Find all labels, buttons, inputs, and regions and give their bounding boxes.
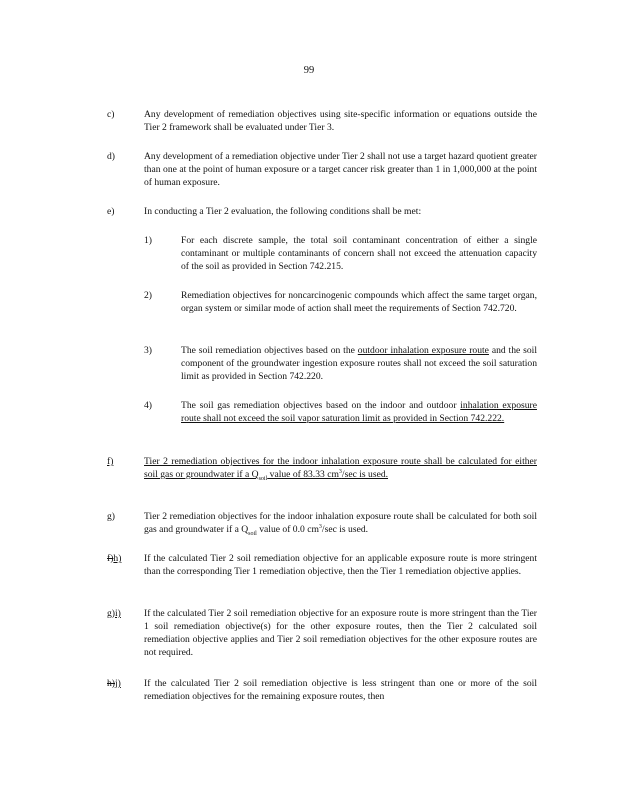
subparagraph-e3: [144, 344, 537, 383]
text-e4-inserted: inhalation exposure route shall not exceed the soil vapor saturation limit as provided in Section 742.222.: [181, 400, 537, 424]
paragraph-i: [107, 607, 537, 659]
paragraph-f: [107, 455, 537, 481]
text-f-part1: Tier 2 remediation objectives for the indoor inhalation exposure route shall be calculated for either soil gas or groundwater if a Q: [144, 456, 537, 480]
label-f: f): [107, 456, 114, 467]
paragraph-j: [107, 677, 537, 703]
label-c: c): [107, 109, 115, 120]
label-g: g): [107, 511, 115, 522]
label-h-deleted: f): [107, 553, 114, 564]
label-e1: 1): [144, 235, 152, 246]
text-f-sub: soil: [258, 475, 268, 482]
text-e1: For each discrete sample, the total soil contaminant concentration of either a single contaminant or multiple contaminants of concern shall not exceed the attenuation capacity of the soil as provided in Section 742.215.: [181, 235, 537, 272]
label-j-inserted: j): [115, 678, 121, 689]
text-f: [144, 455, 537, 481]
text-e3-inserted: outdoor inhalation exposure route: [357, 345, 489, 356]
subparagraph-e2: [144, 289, 537, 315]
text-f-part2: value of 83.33 cm: [267, 469, 339, 480]
text-e4-part1: The soil gas remediation objectives based on the indoor and outdoor: [181, 400, 461, 411]
paragraph-h: [107, 552, 537, 578]
text-g-part1: Tier 2 remediation objectives for the indoor inhalation exposure route shall be calculated for both soil gas and groundwater if a Q: [144, 511, 537, 535]
text-e3-part2: and the soil component of the groundwater ingestion exposure routes shall not exceed the soil saturation limit as provided in Section 742.220.: [181, 345, 538, 382]
label-d: d): [107, 151, 115, 162]
text-d: Any development of a remediation objective under Tier 2 shall not use a target hazard quotient greater than one at the point of human exposure or a target cancer risk greater than 1 in 1,000,000 at the point of human exposure.: [144, 151, 537, 188]
subparagraph-e1: [144, 234, 537, 273]
label-j: [107, 677, 121, 690]
text-c: Any development of remediation objectives using site-specific information or equations outside the Tier 2 framework shall be evaluated under Tier 3.: [144, 109, 537, 133]
label-h-inserted: h): [113, 553, 122, 564]
label-e2: 2): [144, 290, 152, 301]
label-i-old: g): [107, 608, 115, 619]
text-i: If the calculated Tier 2 soil remediation objective for an exposure route is more stringent than the Tier 1 soil remediation objective(s) for the other exposure routes, then the Tier 2 calculated soil remediation objective applies and Tier 2 soil remediation objectives for the other exposure routes are not required.: [144, 608, 537, 658]
label-h: [107, 552, 121, 565]
text-f-part3: /sec is used.: [341, 469, 389, 480]
text-e2: Remediation objectives for noncarcinogenic compounds which affect the same target organ, organ system or similar mode of action shall meet the requirements of Section 742.720.: [181, 290, 537, 314]
subparagraph-e4: [144, 399, 537, 425]
label-i: [107, 607, 121, 620]
label-e3: 3): [144, 345, 152, 356]
paragraph-g: [107, 510, 537, 536]
text-e: In conducting a Tier 2 evaluation, the following conditions shall be met:: [144, 206, 422, 217]
text-e4: [181, 399, 537, 425]
paragraph-c: [107, 108, 537, 134]
page-number: 99: [303, 65, 315, 76]
text-h: If the calculated Tier 2 soil remediation objective for an applicable exposure route is more stringent than the corresponding Tier 1 remediation objective, then the Tier 1 remediation objective applies.: [144, 553, 537, 577]
text-f-sup: 3: [338, 468, 342, 475]
text-e3: [181, 344, 537, 383]
text-g-part2: value of 0.0 cm: [256, 524, 319, 535]
label-e4: 4): [144, 400, 152, 411]
text-e3-part1: The soil remediation objectives based on the: [181, 345, 358, 356]
text-j: If the calculated Tier 2 soil remediation objective is less stringent than one or more of the soil remediation objectives for the remaining exposure routes, then: [144, 678, 537, 702]
label-i-inserted: i): [115, 608, 121, 619]
paragraph-e: [107, 205, 537, 218]
label-j-deleted: h): [107, 678, 115, 689]
label-e: e): [107, 206, 115, 217]
text-g-part3: /sec is used.: [321, 524, 369, 535]
text-g-sup: 3: [318, 523, 322, 530]
text-g: [144, 510, 537, 536]
text-g-sub: soil: [248, 530, 257, 537]
paragraph-d: [107, 150, 537, 189]
